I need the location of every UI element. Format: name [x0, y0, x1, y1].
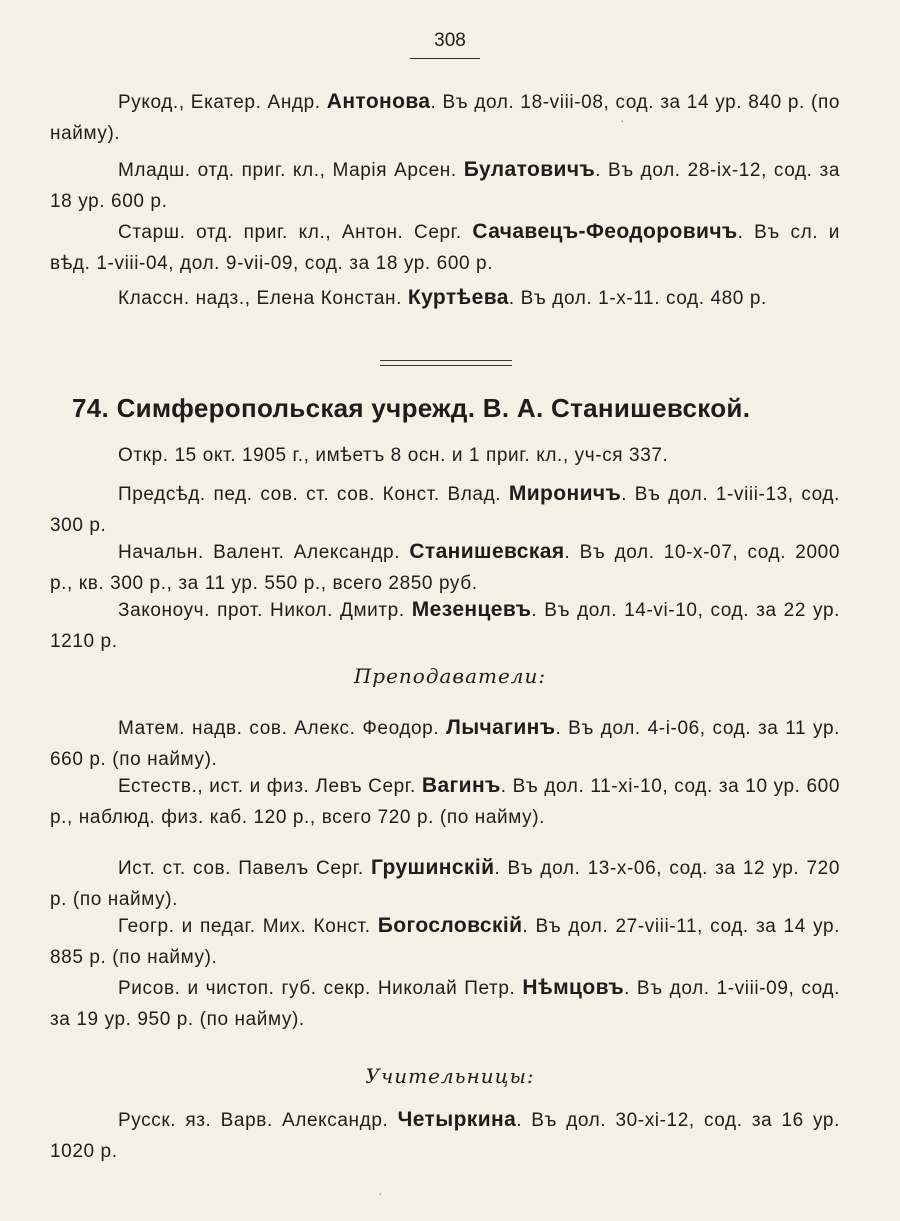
entry-surname: Грушинскій [371, 856, 495, 879]
section-title: 74. Симферопольская учрежд. В. А. Станишевской. [72, 393, 751, 423]
entry-text: Старш. отд. приг. кл., Антон. Серг. [118, 222, 473, 243]
entry-surname: Станишевская [409, 540, 565, 563]
women-teachers-heading: Учительницы: [365, 1064, 535, 1088]
entry-text: Ист. ст. сов. Павелъ Серг. [118, 858, 372, 879]
entry-text: . Въ дол. 13-x-06, сод. за 12 ур. 720 р. (по найму). [50, 858, 840, 910]
entry-text: . Въ дол. 10-x-07, сод. 2000 р., кв. 300 р., за 11 ур. 550 р., всего 2850 руб. [50, 542, 840, 594]
staff-entry-mironich [50, 478, 840, 541]
entry-text: . Въ сл. и вѣд. 1-viii-04, дол. 9-vii-09, сод. за 18 ур. 600 р. [50, 222, 840, 274]
staff-entry-mezentsev [50, 594, 840, 657]
entry-surname: Четыркина [397, 1108, 517, 1131]
paper-speck: · [620, 112, 625, 128]
entry-text: . Въ дол. 11-xi-10, сод. за 10 ур. 600 р., наблюд. физ. каб. 120 р., всего 720 р. (по найму). [50, 776, 840, 828]
entry-text: Естеств., ист. и физ. Левъ Серг. [118, 776, 422, 797]
page-number-underline [410, 58, 480, 59]
entry-text: . Въ дол. 30-xi-12, сод. за 16 ур. 1020 р. [50, 1110, 840, 1162]
entry-text: Классн. надз., Елена Констан. [118, 288, 408, 309]
paper-speck: · [378, 1185, 383, 1201]
entry-surname: Антонова [326, 90, 431, 113]
staff-entry-kurteeva [50, 282, 840, 314]
entry-text: . Въ дол. 27-viii-11, сод. за 14 ур. 885 р. (по найму). [50, 916, 840, 968]
entry-text: . Въ дол. 1-viii-13, сод. 300 р. [50, 484, 840, 536]
teacher-entry-bogoslovsky [50, 910, 840, 973]
entry-surname: Вагинъ [421, 774, 501, 797]
entry-text: Матем. надв. сов. Алекс. Феодор. [118, 718, 447, 739]
entry-text: . Въ дол. 4-i-06, сод. за 11 ур. 660 р. (по найму). [50, 718, 840, 770]
entry-text: Рисов. и чистоп. губ. секр. Николай Петр. [118, 978, 523, 999]
staff-entry-sachavets [50, 216, 840, 279]
entry-surname: Сачавецъ-Феодоровичъ [472, 220, 738, 243]
entry-text: . Въ дол. 1-viii-09, сод. за 19 ур. 950 р. (по найму). [50, 978, 840, 1030]
staff-entry-stanishevskaya [50, 536, 840, 599]
entry-text: Начальн. Валент. Александр. [118, 542, 410, 563]
entry-surname: Мироничъ [508, 482, 622, 505]
staff-entry-antonova [50, 86, 840, 149]
teacher-entry-lychagin [50, 712, 840, 775]
teachers-heading: Преподаватели: [353, 664, 547, 688]
teacher-entry-vagin [50, 770, 840, 833]
teacher-entry-nemtsov [50, 972, 840, 1035]
entry-text: Младш. отд. приг. кл., Марія Арсен. [118, 160, 464, 181]
staff-entry-bulatovich [50, 154, 840, 217]
entry-text: Геогр. и педаг. Мих. Конст. [118, 916, 378, 937]
entry-surname: Лычагинъ [446, 716, 556, 739]
entry-surname: Булатовичъ [463, 158, 596, 181]
entry-surname: Нѣмцовъ [522, 976, 625, 999]
section-divider [380, 360, 512, 366]
page-number: 308 [434, 30, 466, 51]
school-opening-info: Откр. 15 окт. 1905 г., имѣетъ 8 осн. и 1 приг. кл., уч-ся 337. [118, 445, 669, 466]
entry-text: Рукод., Екатер. Андр. [118, 92, 327, 113]
entry-text: Предсѣд. пед. сов. ст. сов. Конст. Влад. [118, 484, 509, 505]
entry-text: Русск. яз. Варв. Александр. [118, 1110, 398, 1131]
teacher-entry-chetyrkina [50, 1104, 840, 1167]
entry-surname: Куртѣева [407, 286, 509, 309]
entry-text: . Въ дол. 28-ix-12, сод. за 18 ур. 600 р. [50, 160, 840, 212]
entry-text: . Въ дол. 14-vi-10, сод. за 22 ур. 1210 р. [50, 600, 840, 652]
entry-surname: Мезенцевъ [411, 598, 532, 621]
entry-text: . Въ дол. 18-viii-08, сод. за 14 ур. 840 р. (по найму). [50, 92, 841, 144]
entry-text: . Въ дол. 1-x-11. сод. 480 р. [508, 288, 767, 309]
entry-surname: Богословскій [377, 914, 523, 937]
teacher-entry-grushinsky [50, 852, 840, 915]
entry-text: Законоуч. прот. Никол. Дмитр. [118, 600, 412, 621]
